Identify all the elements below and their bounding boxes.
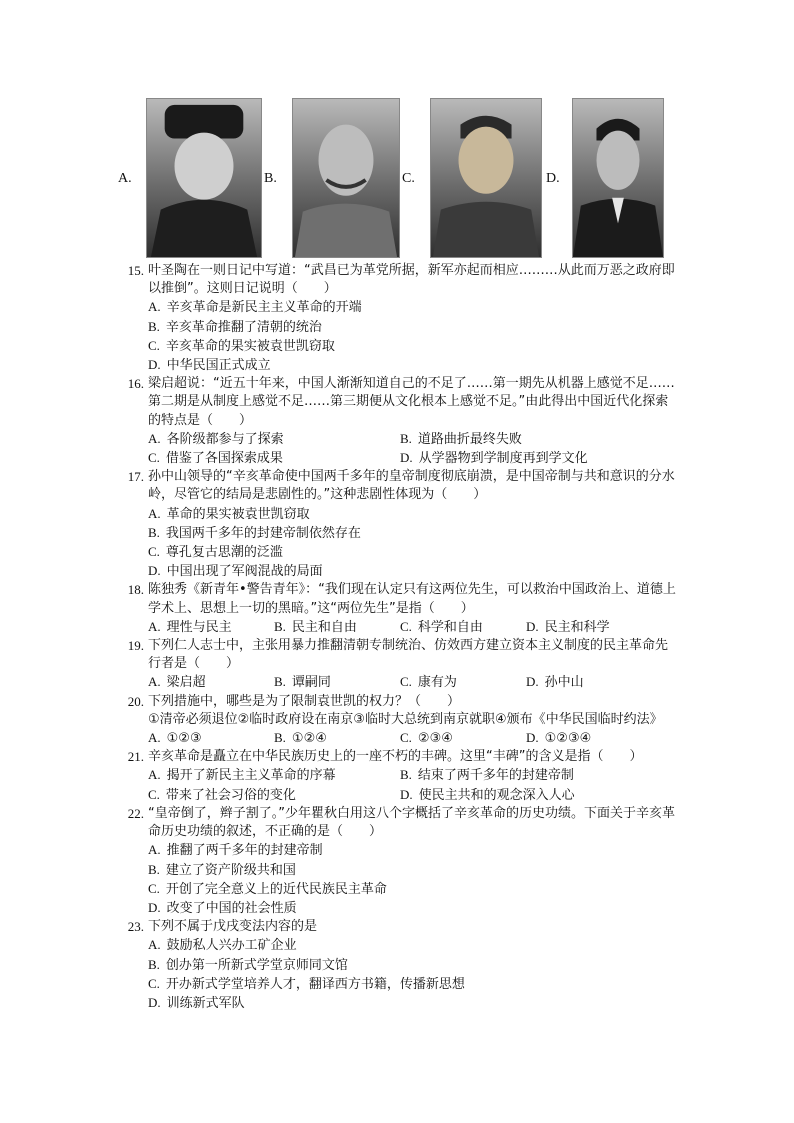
option-c[interactable]: C. 辛亥革命的果实被袁世凯窃取 xyxy=(148,337,335,354)
question-list xyxy=(120,262,680,1013)
option-a[interactable]: A. ①②③ xyxy=(148,730,202,747)
option-d[interactable]: D. 孙中山 xyxy=(526,674,584,691)
option-d[interactable]: D. 中国出现了军阀混战的局面 xyxy=(148,563,323,580)
question-15 xyxy=(120,262,680,375)
question-number: 16. xyxy=(127,376,144,392)
option-b[interactable]: B. ①②④ xyxy=(274,730,327,747)
option-a[interactable]: A. 梁启超 xyxy=(148,674,206,691)
question-stem: 下列不属于戊戌变法内容的是 xyxy=(148,919,318,935)
question-number: 18. xyxy=(127,582,144,598)
option-a[interactable]: A. 鼓励私人兴办工矿企业 xyxy=(148,937,297,954)
portrait-photo-c[interactable] xyxy=(430,98,542,258)
question-number: 20. xyxy=(127,693,144,709)
question-19 xyxy=(120,637,680,693)
option-b[interactable]: B. 道路曲折最终失败 xyxy=(400,430,522,447)
question-number: 23. xyxy=(127,919,144,935)
option-a[interactable]: A. 揭开了新民主主义革命的序幕 xyxy=(148,767,336,784)
option-c[interactable]: C. 科学和自由 xyxy=(400,618,483,635)
photo-option-a-label: A. xyxy=(118,171,132,186)
option-d[interactable]: D. 民主和科学 xyxy=(526,618,610,635)
option-c[interactable]: C. ②③④ xyxy=(400,730,453,747)
option-c[interactable]: C. 开创了完全意义上的近代民族民主革命 xyxy=(148,880,387,897)
option-c[interactable]: C. 尊孔复古思潮的泛滥 xyxy=(148,544,283,561)
option-b[interactable]: B. 创办第一所新式学堂京师同文馆 xyxy=(148,956,348,973)
photo-option-d-label: D. xyxy=(546,171,560,186)
question-16 xyxy=(120,375,680,468)
question-stem: 下列仁人志士中，主张用暴力推翻清朝专制统治、仿效西方建立资本主义制度的民主革命先行者是（ ） xyxy=(148,638,669,672)
portrait-photo-d[interactable] xyxy=(572,98,664,258)
option-d[interactable]: D. ①②③④ xyxy=(526,730,592,747)
question-21 xyxy=(120,748,680,805)
option-c[interactable]: C. 康有为 xyxy=(400,674,457,691)
option-a[interactable]: A. 辛亥革命是新民主主义革命的开端 xyxy=(148,299,362,316)
option-d[interactable]: D. 中华民国正式成立 xyxy=(148,357,271,374)
option-b[interactable]: B. 建立了资产阶级共和国 xyxy=(148,861,296,878)
question-number: 15. xyxy=(127,263,144,278)
question-number: 17. xyxy=(127,469,144,485)
question-stem: 辛亥革命是矗立在中华民族历史上的一座不朽的丰碑。这里“丰碑”的含义是指（ ） xyxy=(148,749,643,765)
question-22 xyxy=(120,805,680,918)
question-23 xyxy=(120,918,680,1013)
portrait-a-icon xyxy=(147,99,261,257)
option-b[interactable]: B. 辛亥革命推翻了清朝的统治 xyxy=(148,318,322,335)
option-d[interactable]: D. 从学器物到学制度再到学文化 xyxy=(400,450,588,467)
question-number: 19. xyxy=(127,638,144,654)
question-20 xyxy=(120,693,680,749)
portrait-options xyxy=(118,98,678,258)
question-17 xyxy=(120,468,680,581)
portrait-photo-a[interactable] xyxy=(146,98,262,258)
question-statements: ①清帝必须退位②临时政府设在南京③临时大总统到南京就职④颁布《中华民国临时约法》 xyxy=(148,711,663,727)
question-stem: 陈独秀《新青年•警告青年》：“我们现在认定只有这两位先生，可以救治中国政治上、道德上学术上、思想上一切的黑暗。”这“两位先生”是指（ ） xyxy=(148,582,676,616)
question-stem: 梁启超说：“近五十年来，中国人渐渐知道自己的不足了……第一期先从机器上感觉不足……第二期是从制度上感觉不足……第三期便从文化根本上感觉不足。”由此得出中国近代化探索的特点是（ ） xyxy=(148,376,675,428)
option-d[interactable]: D. 训练新式军队 xyxy=(148,994,245,1011)
question-stem: 叶圣陶在一则日记中写道：“武昌已为革党所据，新军亦起而相应………从此而万恶之政府即以推倒”。这则日记说明（ ） xyxy=(148,263,675,297)
option-c[interactable]: C. 借鉴了各国探索成果 xyxy=(148,450,283,467)
option-b[interactable]: B. 民主和自由 xyxy=(274,618,357,635)
option-c[interactable]: C. 开办新式学堂培养人才，翻译西方书籍，传播新思想 xyxy=(148,975,465,992)
photo-option-c-label: C. xyxy=(402,171,415,186)
option-b[interactable]: B. 结束了两千多年的封建帝制 xyxy=(400,767,574,784)
option-a[interactable]: A. 理性与民主 xyxy=(148,618,232,635)
question-stem: 孙中山领导的“辛亥革命使中国两千多年的皇帝制度彻底崩溃，是中国帝制与共和意识的分水岭，尽管它的结局是悲剧性的。”这种悲剧性体现为（ ） xyxy=(148,469,675,503)
question-stem: 下列措施中，哪些是为了限制袁世凯的权力？（ ） xyxy=(148,693,461,709)
question-stem: “皇帝倒了，辫子割了。”少年瞿秋白用这八个字概括了辛亥革命的历史功绩。下面关于辛亥革命历史功绩的叙述，不正确的是（ ） xyxy=(148,805,675,840)
question-number: 21. xyxy=(127,749,144,765)
option-a[interactable]: A. 各阶级都参与了探索 xyxy=(148,430,284,447)
option-b[interactable]: B. 我国两千多年的封建帝制依然存在 xyxy=(148,524,361,541)
question-number: 22. xyxy=(127,805,144,821)
option-c[interactable]: C. 带来了社会习俗的变化 xyxy=(148,786,296,803)
portrait-b-icon xyxy=(293,99,399,257)
photo-option-b-label: B. xyxy=(264,171,277,186)
option-d[interactable]: D. 使民主共和的观念深入人心 xyxy=(400,786,575,803)
option-b[interactable]: B. 谭嗣同 xyxy=(274,674,331,691)
option-a[interactable]: A. 推翻了两千多年的封建帝制 xyxy=(148,842,323,859)
portrait-photo-b[interactable] xyxy=(292,98,400,258)
question-18 xyxy=(120,581,680,637)
option-a[interactable]: A. 革命的果实被袁世凯窃取 xyxy=(148,505,310,522)
portrait-c-icon xyxy=(431,99,541,257)
option-d[interactable]: D. 改变了中国的社会性质 xyxy=(148,899,297,916)
portrait-d-icon xyxy=(573,99,663,257)
